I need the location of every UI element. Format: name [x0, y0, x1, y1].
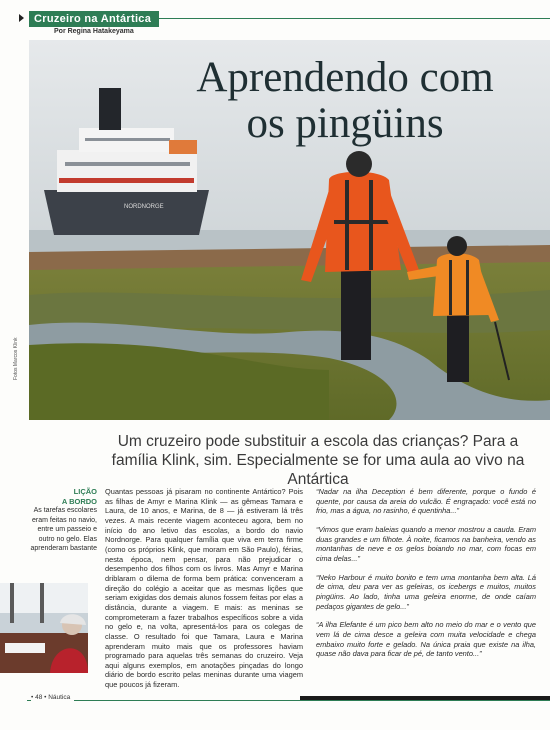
side-tag: [11, 22, 21, 92]
body-paragraph: Quantas pessoas já pisaram no continente Antártico? Pois as filhas de Amyr e Marina Klink — as gêmeas Tamara e Laura, de 10 anos, e Marina, de 8 — já estiveram lá três vezes. A mais recente viagem aconteceu agora, bem no início do ano letivo das escolas, a bordo do navio Nordnorge. Para qualquer família que viva em terra firme (como os próprios Klink, que moram em São Paulo), férias, nesta época, nem pensar, para não prejudicar o desempenho dos filhos com os livros. Mas Amyr e Marina driblaram o dilema de forma bem prática: convenceram a direção do colégio a aceitar que as mesmas lições que seriam exigidas dos demais alunos fossem feitas por elas a distância, durante a viagem. E mais: as meninas se comprometeram a fazer trabalhos específicos sobre a vida no gelo e, na volta, apresentá-los para os colegas de classe. O resultado foi que Tamara, Laura e Marina aprenderam muito mais que os professores haviam programado para aquelas três semanas do cruzeiro. Veja aqui alguns exemplos, em anotações pinçadas do longo diário de bordo escrito pelas meninas durante uma viagem que poucos já fizeram.: [105, 487, 303, 690]
article-title: [150, 55, 540, 147]
photo-credit: Fotos Marcos Klink: [13, 337, 19, 380]
body-column-1: [105, 487, 303, 690]
ship-name: NORDNORGE: [124, 204, 164, 210]
quote-paragraph: “A ilha Elefante é um pico bem alto no meio do mar e o vento que vem lá de cima desce a geleira com muita velocidade e chega embaixo muito forte e gelado. Na única praia que existe na ilha, quase não dava para ficar de pé, de tanto vento...”: [316, 620, 536, 659]
section-label: Cruzeiro na Antártica: [29, 11, 159, 27]
sidebar-body: As tarefas escolares eram feitas no navio, entre um passeio e outro no gelo. Elas aprenderam bastante: [30, 507, 97, 552]
article-deck: Um cruzeiro pode substituir a escola das crianças? Para a família Klink, sim. Especialmente se for uma aula ao vivo na Antártica: [111, 433, 525, 488]
quote-paragraph: “Nadar na ilha Deception é bem diferente, porque o fundo é quente, por causa da areia do vulcão. É engraçado: você está no frio, mas a água, no rasinho, é quentinha...”: [316, 487, 536, 516]
section-arrow-icon: [19, 14, 24, 22]
sidebar-title-2: A BORDO: [61, 496, 97, 506]
quote-paragraph: “Neko Harbour é muito bonito e tem uma montanha bem alta. Lá de cima, deu para ver as geleiras, os icebergs e muitos, muitos pingüins. Ao lado, tinha uma geleira enorme, de onde caíam pedaços gigantes de gelo...”: [316, 572, 536, 611]
body-column-2: [316, 487, 536, 668]
title-line-1: Aprendendo com: [196, 54, 494, 101]
title-line-2: os pingüins: [246, 100, 444, 147]
quote-paragraph: “Vimos que eram baleias quando a menor mostrou a cauda. Eram duas grandes e um filhote. À noite, ficamos na banheira, vendo as montanhas de neve e os gelos boiando no mar, com focas em cima delas...”: [316, 524, 536, 563]
sidebar-caption: [29, 487, 97, 554]
inset-photo: [0, 583, 88, 673]
page-footer: • 48 • Náutica: [31, 694, 74, 701]
section-divider: [159, 18, 550, 19]
footer-divider: [27, 700, 550, 701]
byline: Por Regina Hatakeyama: [54, 28, 134, 35]
inset-photo-illustration: [0, 583, 88, 673]
sidebar-title-1: LIÇÃO: [73, 487, 97, 496]
footer-bar: [300, 696, 550, 700]
